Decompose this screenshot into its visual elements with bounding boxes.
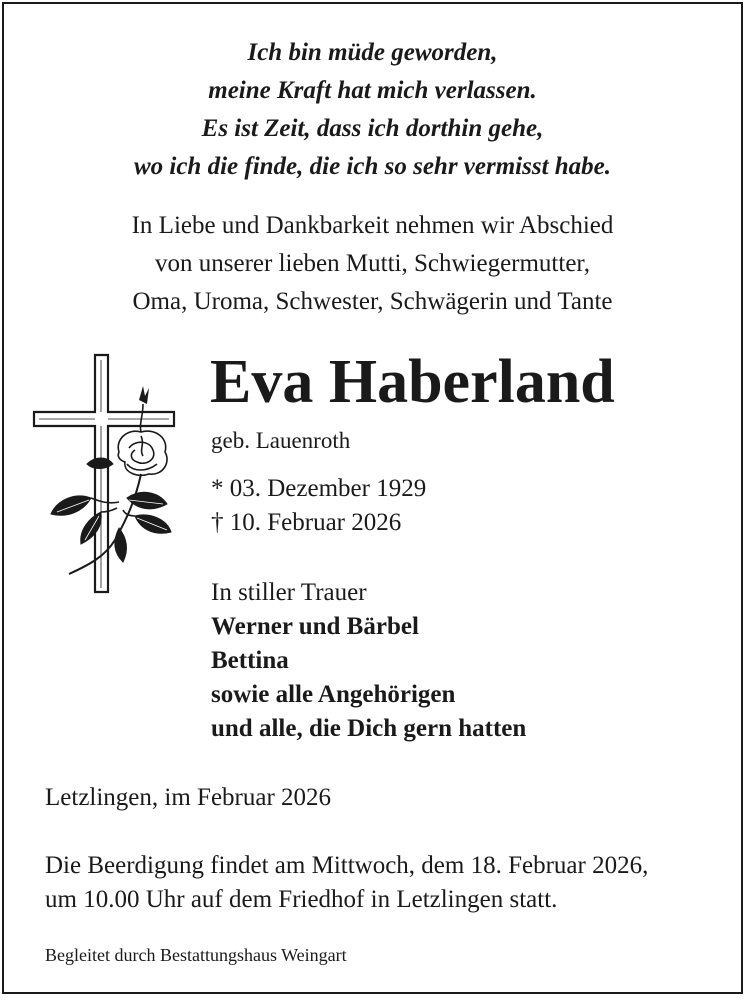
funeral-info (45, 849, 648, 917)
poem-line: Ich bin müde geworden, (247, 39, 498, 66)
life-dates (211, 472, 426, 540)
mourning-heading: In stiller Trauer (211, 579, 367, 606)
poem-line: wo ich die finde, die ich so sehr vermisst habe. (133, 153, 612, 180)
place-date: Letzlingen, im Februar 2026 (45, 784, 332, 811)
mourner-name: Werner und Bärbel (211, 613, 419, 640)
farewell-intro (4, 207, 741, 321)
birth-date: * 03. Dezember 1929 (211, 475, 427, 502)
poem (4, 34, 741, 186)
obituary-notice (2, 2, 743, 994)
poem-line: Es ist Zeit, dass ich dorthin gehe, (201, 115, 544, 142)
intro-line: Oma, Uroma, Schwester, Schwägerin und Tante (132, 288, 613, 315)
funeral-line: Die Beerdigung findet am Mittwoch, dem 18. Februar 2026, (45, 852, 649, 879)
death-date: † 10. Februar 2026 (211, 509, 402, 536)
mourner-name: sowie alle Angehörigen (211, 681, 456, 708)
deceased-name: Eva Haberland (210, 348, 615, 416)
mourner-name: Bettina (211, 647, 289, 674)
intro-line: von unserer lieben Mutti, Schwiegermutter, (155, 250, 590, 277)
undertaker-credit: Begleitet durch Bestattungshaus Weingart (45, 945, 347, 965)
intro-line: In Liebe und Dankbarkeit nehmen wir Abschied (131, 212, 614, 239)
mourners-block (211, 576, 526, 746)
poem-line: meine Kraft hat mich verlassen. (208, 77, 537, 104)
maiden-name: geb. Lauenroth (211, 428, 351, 453)
funeral-line: um 10.00 Uhr auf dem Friedhof in Letzlingen statt. (45, 886, 558, 913)
cross-with-rose-icon (31, 352, 181, 597)
mourner-name: und alle, die Dich gern hatten (211, 715, 527, 742)
